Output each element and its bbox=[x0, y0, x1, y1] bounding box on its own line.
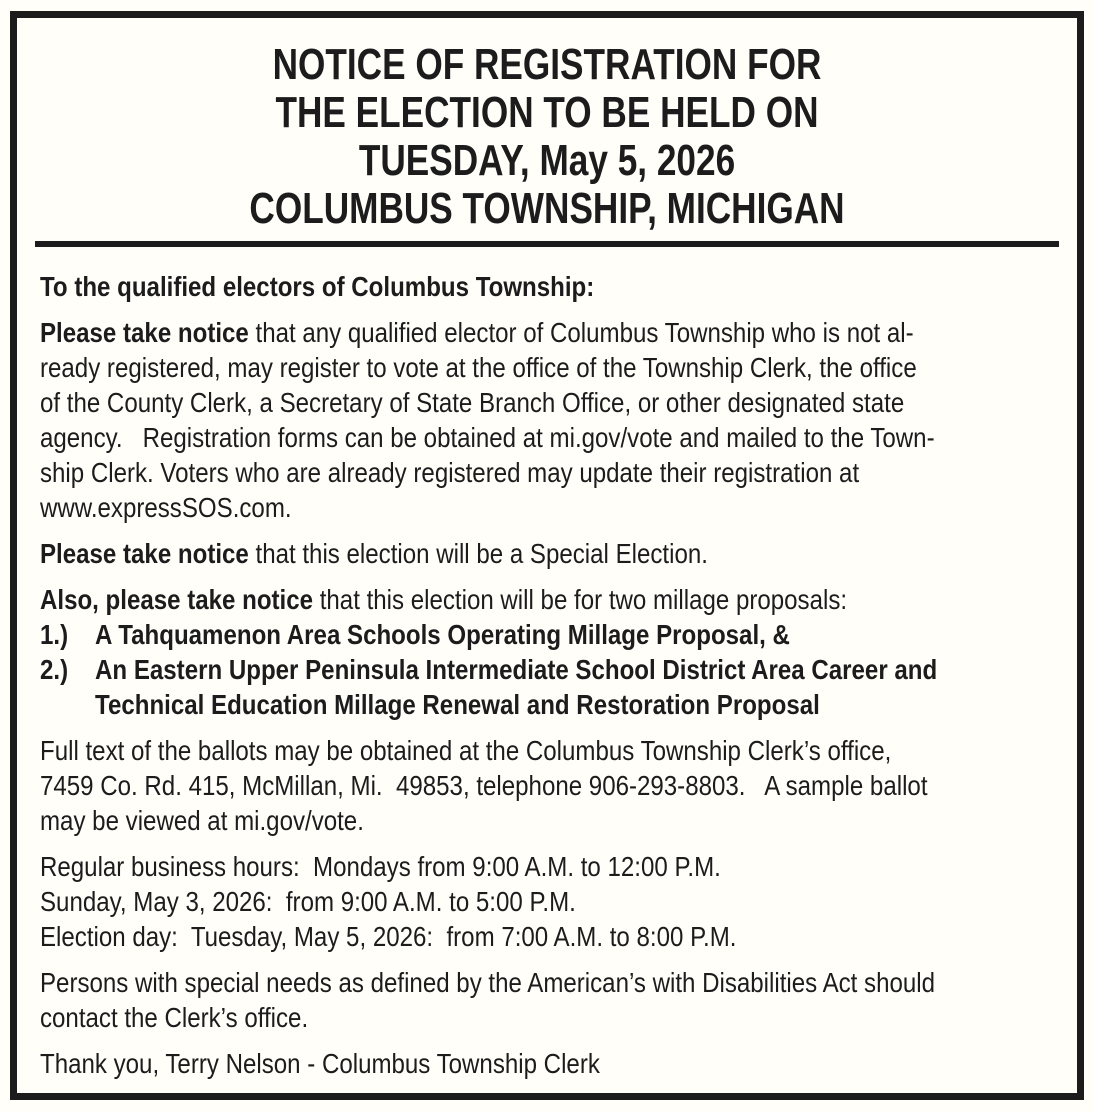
paragraph-ada bbox=[40, 965, 1055, 1035]
text-line: A Tahquamenon Area Schools Operating Millage Proposal, & bbox=[95, 619, 790, 650]
double-rule-divider bbox=[35, 241, 1059, 247]
proposal-text-2 bbox=[95, 652, 1055, 722]
paragraph-full-text bbox=[40, 733, 1055, 838]
notice-body bbox=[40, 269, 1077, 1081]
title-line-2: THE ELECTION TO BE HELD ON bbox=[275, 88, 819, 137]
proposal-number-2: 2.) bbox=[40, 654, 69, 685]
proposal-item-1 bbox=[40, 617, 1055, 652]
lead-please-take-notice: Please take notice bbox=[40, 538, 249, 569]
paragraph-special-election bbox=[40, 536, 1055, 571]
paragraph-millage-intro bbox=[40, 582, 1055, 617]
lead-please-take-notice: Please take notice bbox=[40, 317, 249, 348]
text-line bbox=[40, 315, 1055, 350]
hours-sunday: Sunday, May 3, 2026: from 9:00 A.M. to 5:00 P.M. bbox=[40, 886, 576, 917]
title-line-3: TUESDAY, May 5, 2026 bbox=[358, 136, 736, 185]
millage-intro-text: that this election will be for two millage proposals: bbox=[313, 584, 848, 615]
registration-line-2: ready registered, may register to vote at the office of the Township Clerk, the office bbox=[40, 352, 917, 383]
notice-border-frame bbox=[10, 11, 1084, 1100]
title-line-1: NOTICE OF REGISTRATION FOR bbox=[272, 40, 822, 89]
ada-line-2: contact the Clerk’s office. bbox=[40, 1002, 309, 1033]
registration-line-5: ship Clerk. Voters who are already registered may update their registration at bbox=[40, 457, 860, 488]
registration-line-6: www.expressSOS.com. bbox=[40, 492, 292, 523]
notice-title bbox=[123, 41, 971, 233]
notice-header bbox=[123, 41, 971, 233]
hours-election-day: Election day: Tuesday, May 5, 2026: from 7:00 A.M. to 8:00 P.M. bbox=[40, 921, 737, 952]
text-line: Technical Education Millage Renewal and Restoration Proposal bbox=[95, 689, 820, 720]
registration-line-4: agency. Registration forms can be obtained at mi.gov/vote and mailed to the Town- bbox=[40, 422, 935, 453]
text-line bbox=[40, 582, 1055, 617]
proposal-text-1 bbox=[95, 617, 1055, 652]
lead-also-please-take-notice: Also, please take notice bbox=[40, 584, 314, 615]
text-line bbox=[40, 536, 1055, 571]
notice-body-text bbox=[40, 269, 1055, 1081]
ada-line-1: Persons with special needs as defined by the American’s with Disabilities Act should bbox=[40, 967, 936, 998]
text-line: An Eastern Upper Peninsula Intermediate School District Area Career and bbox=[95, 654, 938, 685]
paragraph-hours bbox=[40, 849, 1055, 954]
registration-line-1: that any qualified elector of Columbus Township who is not al- bbox=[248, 317, 914, 348]
proposal-list bbox=[40, 617, 1055, 722]
salutation: To the qualified electors of Columbus Township: bbox=[40, 271, 595, 302]
full-text-line-2: 7459 Co. Rd. 415, McMillan, Mi. 49853, telephone 906-293-8803. A sample ballot bbox=[40, 770, 928, 801]
paragraph-registration bbox=[40, 315, 1055, 525]
proposal-item-2 bbox=[40, 652, 1055, 722]
proposal-number-1: 1.) bbox=[40, 619, 69, 650]
registration-line-3: of the County Clerk, a Secretary of State Branch Office, or other designated state bbox=[40, 387, 905, 418]
hours-regular: Regular business hours: Mondays from 9:00 A.M. to 12:00 P.M. bbox=[40, 851, 721, 882]
full-text-line-1: Full text of the ballots may be obtained at the Columbus Township Clerk’s office, bbox=[40, 735, 892, 766]
full-text-line-3: may be viewed at mi.gov/vote. bbox=[40, 805, 364, 836]
closing-line: Thank you, Terry Nelson - Columbus Township Clerk bbox=[40, 1048, 600, 1079]
special-election-text: that this election will be a Special Election. bbox=[248, 538, 708, 569]
title-line-4: COLUMBUS TOWNSHIP, MICHIGAN bbox=[249, 184, 845, 233]
